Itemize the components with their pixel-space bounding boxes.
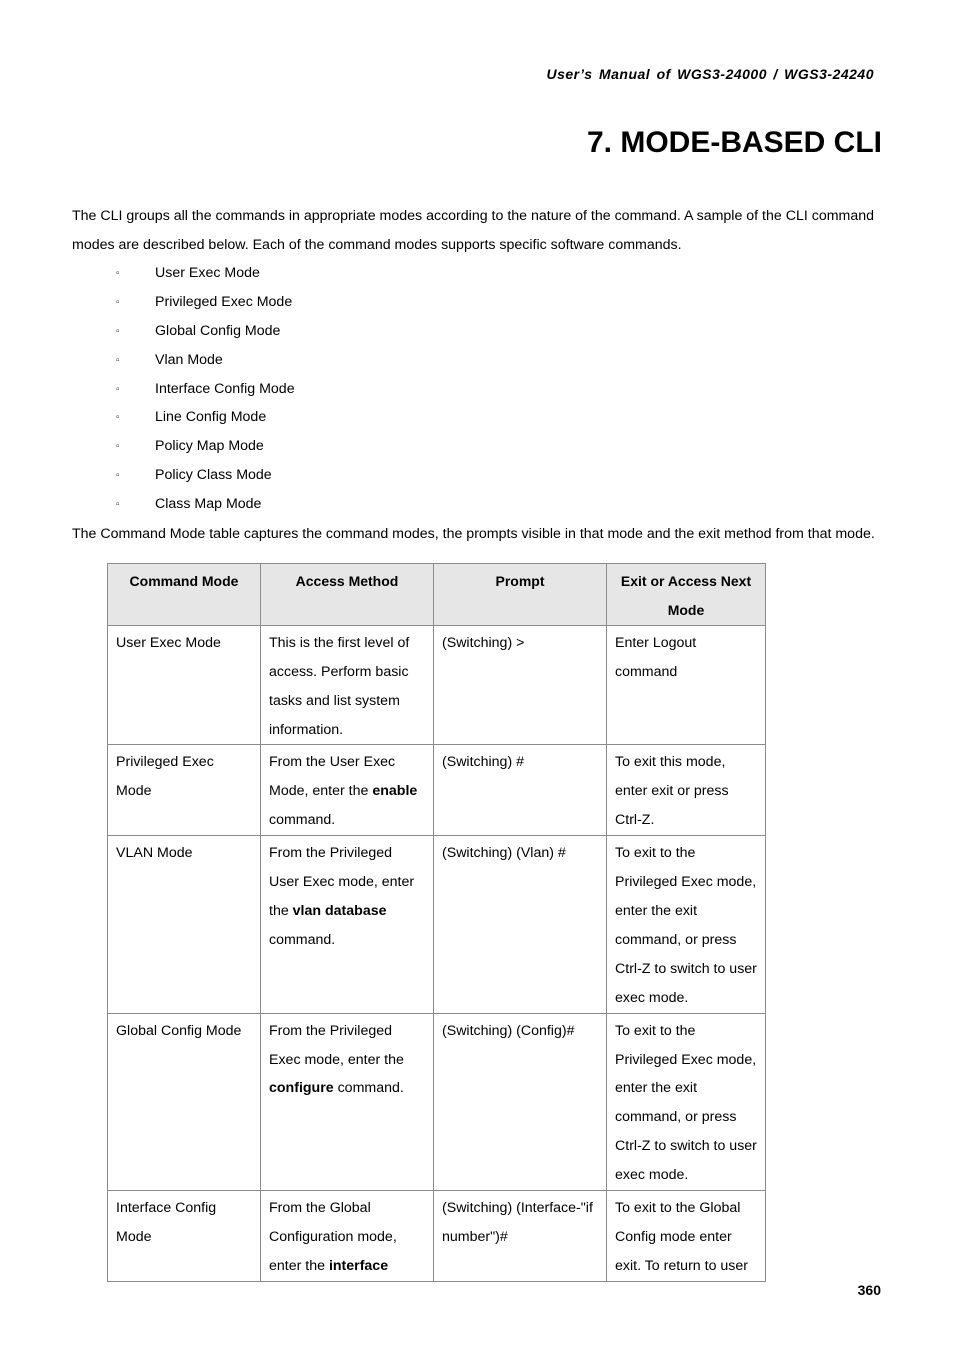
- cell-prompt: (Switching) (Config)#: [434, 1013, 607, 1190]
- bullet-icon: ▫: [116, 441, 120, 453]
- mode-list: [116, 259, 295, 519]
- cell-mode: User Exec Mode: [108, 625, 261, 745]
- cell-mode: Global Config Mode: [108, 1013, 261, 1190]
- bullet-icon: ▫: [116, 354, 120, 366]
- list-item-label: Class Map Mode: [155, 496, 262, 513]
- cell-mode: Interface Config Mode: [108, 1191, 261, 1282]
- table-row: [108, 625, 766, 745]
- access-text: From the Privileged User Exec mode, enter the: [269, 845, 415, 919]
- cell-exit: Enter Logout command: [607, 625, 766, 745]
- access-text: From the Global Configuration mode, enter the: [269, 1200, 397, 1274]
- bullet-icon: ▫: [116, 412, 120, 424]
- bullet-icon: ▫: [116, 268, 120, 279]
- list-item-label: User Exec Mode: [155, 265, 260, 281]
- list-item-label: Global Config Mode: [155, 322, 281, 339]
- list-item: [116, 346, 295, 375]
- cell-access: [261, 745, 434, 836]
- table-intro-paragraph: The Command Mode table captures the command modes, the prompts visible in that mode and the exit method from that mode.: [72, 526, 875, 542]
- access-text: From the User Exec Mode, enter the: [269, 754, 396, 800]
- cell-exit: To exit to the Privileged Exec mode, enter the exit command, or press Ctrl-Z to switch to user exec mode.: [607, 836, 766, 1013]
- table-row: [108, 1191, 766, 1282]
- command-mode-table: [107, 563, 766, 1282]
- cell-exit: To exit this mode, enter exit or press Ctrl-Z.: [607, 745, 766, 836]
- list-item-label: Line Config Mode: [155, 409, 267, 426]
- access-text: This is the first level of access. Perform basic tasks and list system information.: [269, 634, 410, 738]
- table-row: [108, 836, 766, 1013]
- table-header-row: [108, 564, 766, 626]
- list-item-label: Privileged Exec Mode: [155, 293, 293, 310]
- bullet-icon: ▫: [116, 470, 120, 482]
- access-command: enable: [372, 783, 418, 800]
- list-item-label: Vlan Mode: [155, 351, 223, 368]
- access-text-after: command.: [269, 931, 336, 948]
- column-header-exit: Exit or Access Next Mode: [607, 564, 766, 626]
- cell-prompt: (Switching) (Vlan) #: [434, 836, 607, 1013]
- running-header: User’s Manual of WGS3-24000 / WGS3-24240: [546, 66, 874, 82]
- column-header-prompt: Prompt: [434, 564, 607, 626]
- table-row: [108, 745, 766, 836]
- cell-access: [261, 1013, 434, 1190]
- cell-exit: To exit to the Global Config mode enter exit. To return to user: [607, 1191, 766, 1282]
- list-item: [116, 288, 295, 317]
- cell-access: [261, 836, 434, 1013]
- cell-prompt: (Switching) >: [434, 625, 607, 745]
- list-item: [116, 432, 295, 461]
- list-item: [116, 461, 295, 490]
- list-item: [116, 259, 295, 288]
- cell-access: [261, 625, 434, 745]
- cell-access: [261, 1191, 434, 1282]
- cell-mode: VLAN Mode: [108, 836, 261, 1013]
- bullet-icon: ▫: [116, 325, 120, 337]
- list-item: [116, 375, 295, 404]
- cell-exit: To exit to the Privileged Exec mode, enter the exit command, or press Ctrl-Z to switch to user exec mode.: [607, 1013, 766, 1190]
- column-header-access-method: Access Method: [261, 564, 434, 626]
- access-command: vlan database: [292, 902, 387, 919]
- cell-mode: Privileged Exec Mode: [108, 745, 261, 836]
- chapter-title: 7. MODE-BASED CLI: [586, 126, 882, 159]
- list-item: [116, 317, 295, 346]
- bullet-icon: ▫: [116, 383, 120, 395]
- access-text-after: command.: [333, 1080, 404, 1097]
- access-text: From the Privileged Exec mode, enter the: [269, 1022, 404, 1068]
- cell-prompt: (Switching) #: [434, 745, 607, 836]
- cell-prompt: (Switching) (Interface-"if number")#: [434, 1191, 607, 1282]
- list-item-label: Interface Config Mode: [155, 380, 295, 397]
- intro-paragraph: The CLI groups all the commands in appropriate modes according to the nature of the command. A sample of the CLI command modes are described below. Each of the command modes supports specific software commands.: [72, 208, 875, 253]
- list-item-label: Policy Class Mode: [155, 467, 272, 484]
- access-command: configure: [269, 1080, 334, 1097]
- list-item-label: Policy Map Mode: [155, 438, 264, 455]
- bullet-icon: ▫: [116, 499, 120, 511]
- access-text-after: command.: [269, 812, 336, 829]
- table-row: [108, 1013, 766, 1190]
- access-command: interface: [328, 1257, 389, 1274]
- list-item: [116, 403, 295, 432]
- list-item: [116, 490, 295, 519]
- column-header-command-mode: Command Mode: [108, 564, 261, 626]
- page-number: 360: [857, 1282, 881, 1298]
- bullet-icon: ▫: [116, 296, 120, 308]
